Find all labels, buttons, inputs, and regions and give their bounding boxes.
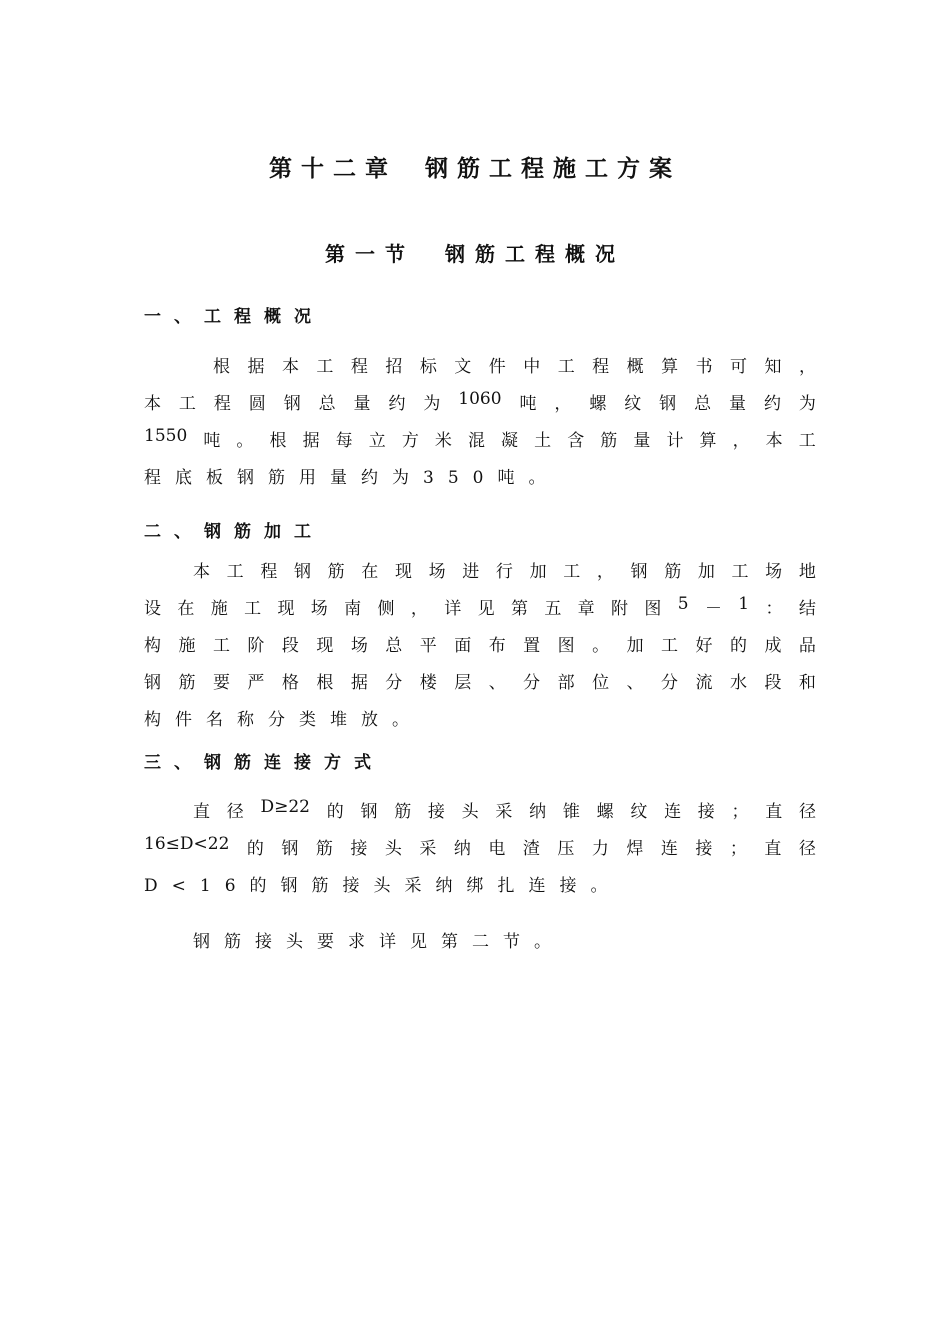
section-number: 第一节: [325, 242, 415, 266]
heading-project-overview: 一、工程概况: [144, 307, 324, 327]
section-name: 钢筋工程概况: [445, 242, 625, 266]
chapter-title: [0, 150, 950, 183]
paragraph-line-last: 程底板钢筋用量约为350吨。: [144, 468, 560, 488]
paragraph-line: 钢 筋 要 严 格 根 据 分 楼 层 、 分 部 位 、 分 流 水 段 和: [144, 673, 816, 693]
paragraph-line: 直 径 D≥22 的 钢 筋 接 头 采 纳 锥 螺 纹 连 接 ； 直 径: [193, 797, 816, 822]
paragraph-line: 本 工 程 钢 筋 在 现 场 进 行 加 工 ， 钢 筋 加 工 场 地: [193, 562, 816, 582]
chapter-number: 第十二章: [269, 156, 397, 182]
joint-requirements-note: 钢筋接头要求详见第二节。: [193, 932, 565, 952]
paragraph-line: 16≤D<22 的 钢 筋 接 头 采 纳 电 渣 压 力 焊 连 接 ； 直 径: [144, 834, 816, 859]
paragraph-line: 根 据 本 工 程 招 标 文 件 中 工 程 概 算 书 可 知 ，: [213, 357, 816, 377]
heading-rebar-processing: 二、钢筋加工: [144, 522, 324, 542]
paragraph-line-last: D<16的钢筋接头采纳绑扎连接。: [144, 876, 622, 896]
paragraph-line: 1550 吨 。 根 据 每 立 方 米 混 凝 土 含 筋 量 计 算 ， 本 工: [144, 426, 816, 451]
paragraph-line: 设 在 施 工 现 场 南 侧 ， 详 见 第 五 章 附 图 5 － 1 ： 结: [144, 594, 816, 619]
chapter-name: 钢筋工程施工方案: [425, 156, 681, 182]
section-title: [0, 238, 950, 267]
paragraph-line: 本 工 程 圆 钢 总 量 约 为 1060 吨 ， 螺 纹 钢 总 量 约 为: [144, 389, 816, 414]
heading-rebar-connection: 三、钢筋连接方式: [144, 753, 384, 773]
paragraph-line: 构 施 工 阶 段 现 场 总 平 面 布 置 图 。 加 工 好 的 成 品: [144, 636, 816, 656]
paragraph-line-last: 构件名称分类堆放。: [144, 710, 423, 730]
